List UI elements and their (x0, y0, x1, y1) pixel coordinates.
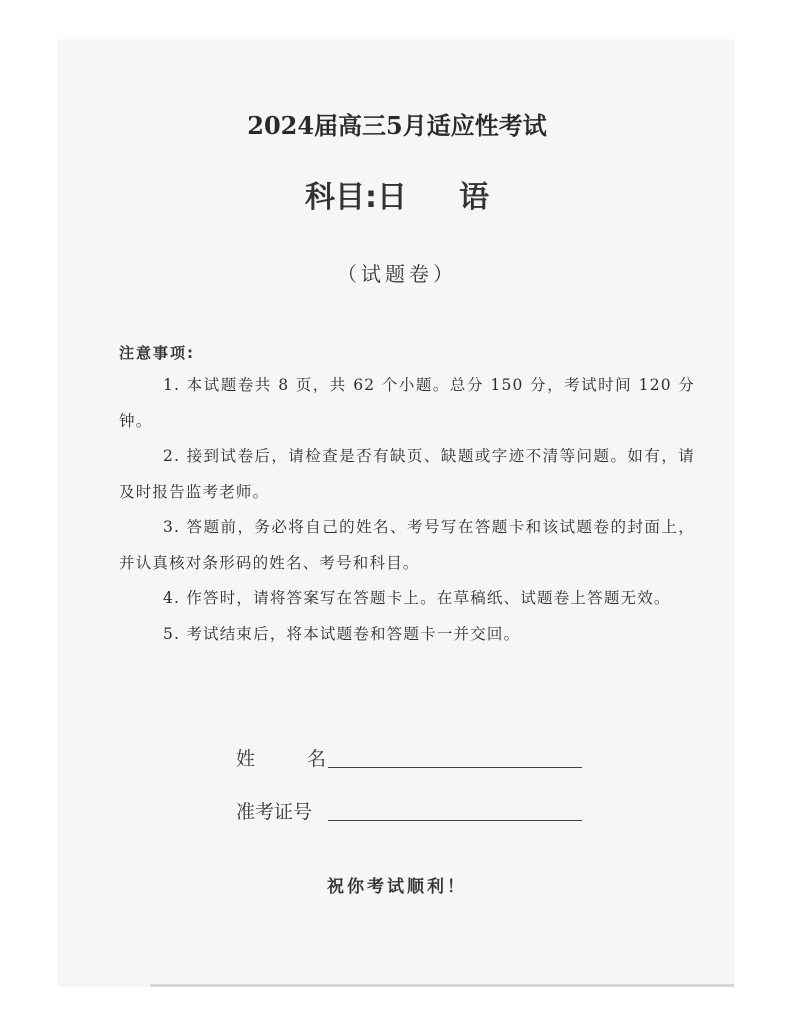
notice-item: 5. 考试结束后，将本试题卷和答题卡一并交回。 (163, 624, 521, 643)
paper-type-label: （试题卷） (337, 262, 457, 286)
name-label: 姓 名 (236, 748, 327, 770)
notice-list (119, 368, 695, 652)
notice-item: 4. 作答时，请将答案写在答题卡上。在草稿纸、试题卷上答题无效。 (163, 589, 671, 607)
name-field (236, 744, 582, 771)
subject-prefix: 科目:日 (305, 180, 407, 215)
exam-number-label: 准考证号 (236, 801, 313, 823)
blessing-text: 祝你考试顺利！ (327, 877, 467, 897)
notice-heading: 注意事项: (119, 344, 195, 362)
notice-item: 1. 本试题卷共 8 页，共 62 个小题。总分 150 分，考试时间 120 分钟。 (119, 376, 695, 430)
name-blank-line[interactable] (328, 766, 582, 768)
subject-line (0, 172, 794, 216)
exam-number-blank-line[interactable] (328, 819, 582, 821)
notice-item: 3. 答题前，务必将自己的姓名、考号写在答题卡和该试题卷的封面上，并认真核对条形码的姓名、考号和科目。 (119, 518, 695, 572)
subject-suffix: 语 (459, 180, 489, 215)
exam-title: 2024届高三5月适应性考试 (247, 111, 547, 140)
notice-item: 2. 接到试卷后，请检查是否有缺页、缺题或字迹不清等问题。如有，请及时报告监考老师。 (119, 447, 695, 501)
exam-number-field (236, 797, 582, 824)
sheet-edge-shadow (150, 984, 734, 987)
